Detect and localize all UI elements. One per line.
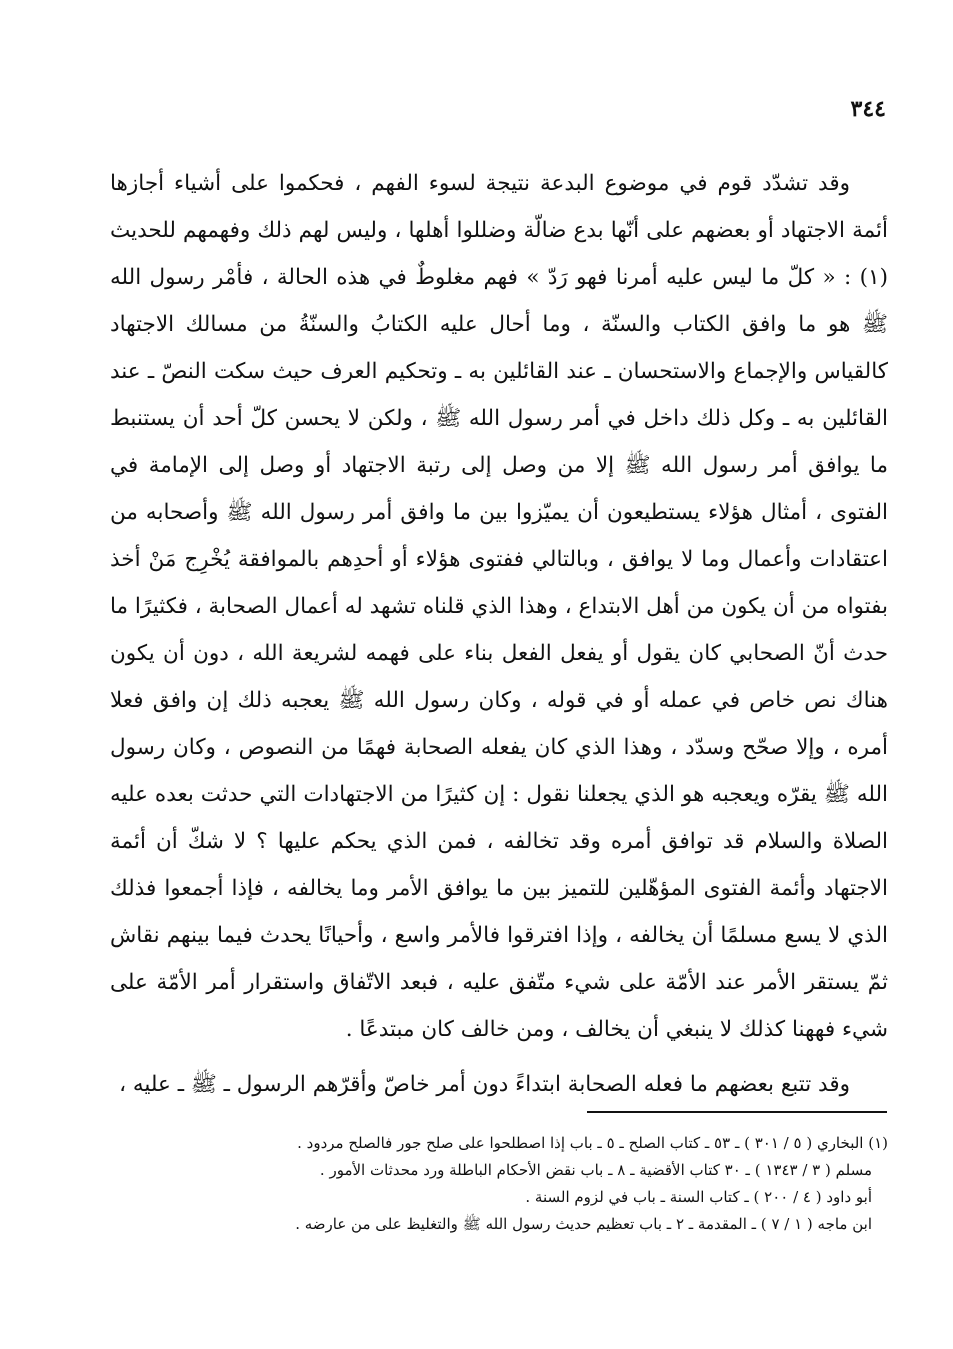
footnote-line: أبو داود ( ٤ / ٢٠٠ ) ـ كتاب السنة ـ باب في لزوم السنة . xyxy=(525,1188,872,1206)
footnote-line: (١) البخاري ( ٥ / ٣٠١ ) ـ ٥٣ ـ كتاب الصلح ـ ٥ ـ باب إذا اصطلحوا على صلح جور فالصلح مردود . xyxy=(297,1134,888,1152)
footnote-line: ابن ماجه ( ١ / ٧ ) ـ المقدمة ـ ٢ ـ باب تعظيم حديث رسول الله ﷺ والتغليظ على من عارضه . xyxy=(295,1215,872,1233)
paragraph: وقد تشدّد قوم في موضوع البدعة نتيجة لسوء الفهم ، فحكموا على أشياء أجازها أئمة الاجتهاد أو بعضهم على أنّها بدع ضالّة وضللوا أهلها ، وليس لهم ذلك وفهمهم للحديث (١) : « كلّ ما ليس عليه أمرنا فهو رَدّ » فهم مغلوطٌ في هذه الحالة ، فأمْر رسول الله ﷺ هو ما وافق الكتاب والسنّة ، وما أحال عليه الكتابُ والسنّةُ من مسالك الاجتهاد كالقياس والإجماع والاستحسان ـ عند القائلين به ـ وتحكيم العرف حيث سكت النصّ ـ عند القائلين به ـ وكل ذلك داخل في أمر رسول الله ﷺ ، ولكن لا يحسن كلّ أحد أن يستنبط ما يوافق أمر رسول الله ﷺ إلا من وصل إلى رتبة الاجتهاد أو وصل إلى الإمامة في الفتوى ، أمثال هؤلاء يستطيعون أن يميّزوا بين ما وافق أمر رسول الله ﷺ وأصحابه من اعتقادات وأعمال وما لا يوافق ، وبالتالي ففتوى هؤلاء أو أحدِهم بالموافقة يُخْرِج مَنْ أخذ بفتواه من أن يكون من أهل الابتداع ، وهذا الذي قلناه تشهد له أعمال الصحابة ، فكثيرًا ما حدث أنّ الصحابي كان يقول أو يفعل الفعل بناء على فهمه لشريعة الله ، دون أن يكون هناك نص خاص في عمله أو في قوله ، وكان رسول الله ﷺ يعجبه ذلك إن وافق فعلا أمره ، وإلا صحّح وسدّد ، وهذا الذي كان يفعله الصحابة فهمًا من النصوص ، وكان رسول الله ﷺ يقرّه ويعجبه هو الذي يجعلنا نقول : إن كثيرًا من الاجتهادات التي حدثت بعده عليه الصلاة والسلام قد توافق أمره وقد تخالفه ، فمن الذي يحكم عليها ؟ لا شكّ أن أئمة الاجتهاد وأئمة الفتوى المؤهّلين للتميز بين ما يوافق الأمر وما يخالفه ، فإذا أجمعوا فذلك الذي لا يسع مسلمًا أن يخالفه ، وإذا افترقوا فالأمر واسع ، وأحيانًا يحدث فيما بينهم نقاش ثمّ يستقر الأمر عند الأمّة على شيء متّفق عليه ، فبعد الاتّفاق واستقرار أمر الأمّة على شيء فههنا كذلك لا ينبغي أن يخالف ، ومن خالف كان مبتدعًا . xyxy=(110,171,888,1042)
footnote-separator xyxy=(587,1111,887,1113)
page-number: ٣٤٤ xyxy=(850,96,886,122)
footnotes xyxy=(150,1130,888,1238)
paragraph: وقد تتبع بعضهم ما فعله الصحابة ابتداءً دون أمر خاصّ وأقرّهم الرسول ـ ﷺ ـ عليه ، xyxy=(119,1072,850,1097)
main-text xyxy=(110,160,888,1108)
footnote-line: مسلم ( ٣ / ١٣٤٣ ) ـ ٣٠ كتاب الأقضية ـ ٨ ـ باب نقض الأحكام الباطلة ورد محدثات الأمور . xyxy=(319,1161,872,1179)
